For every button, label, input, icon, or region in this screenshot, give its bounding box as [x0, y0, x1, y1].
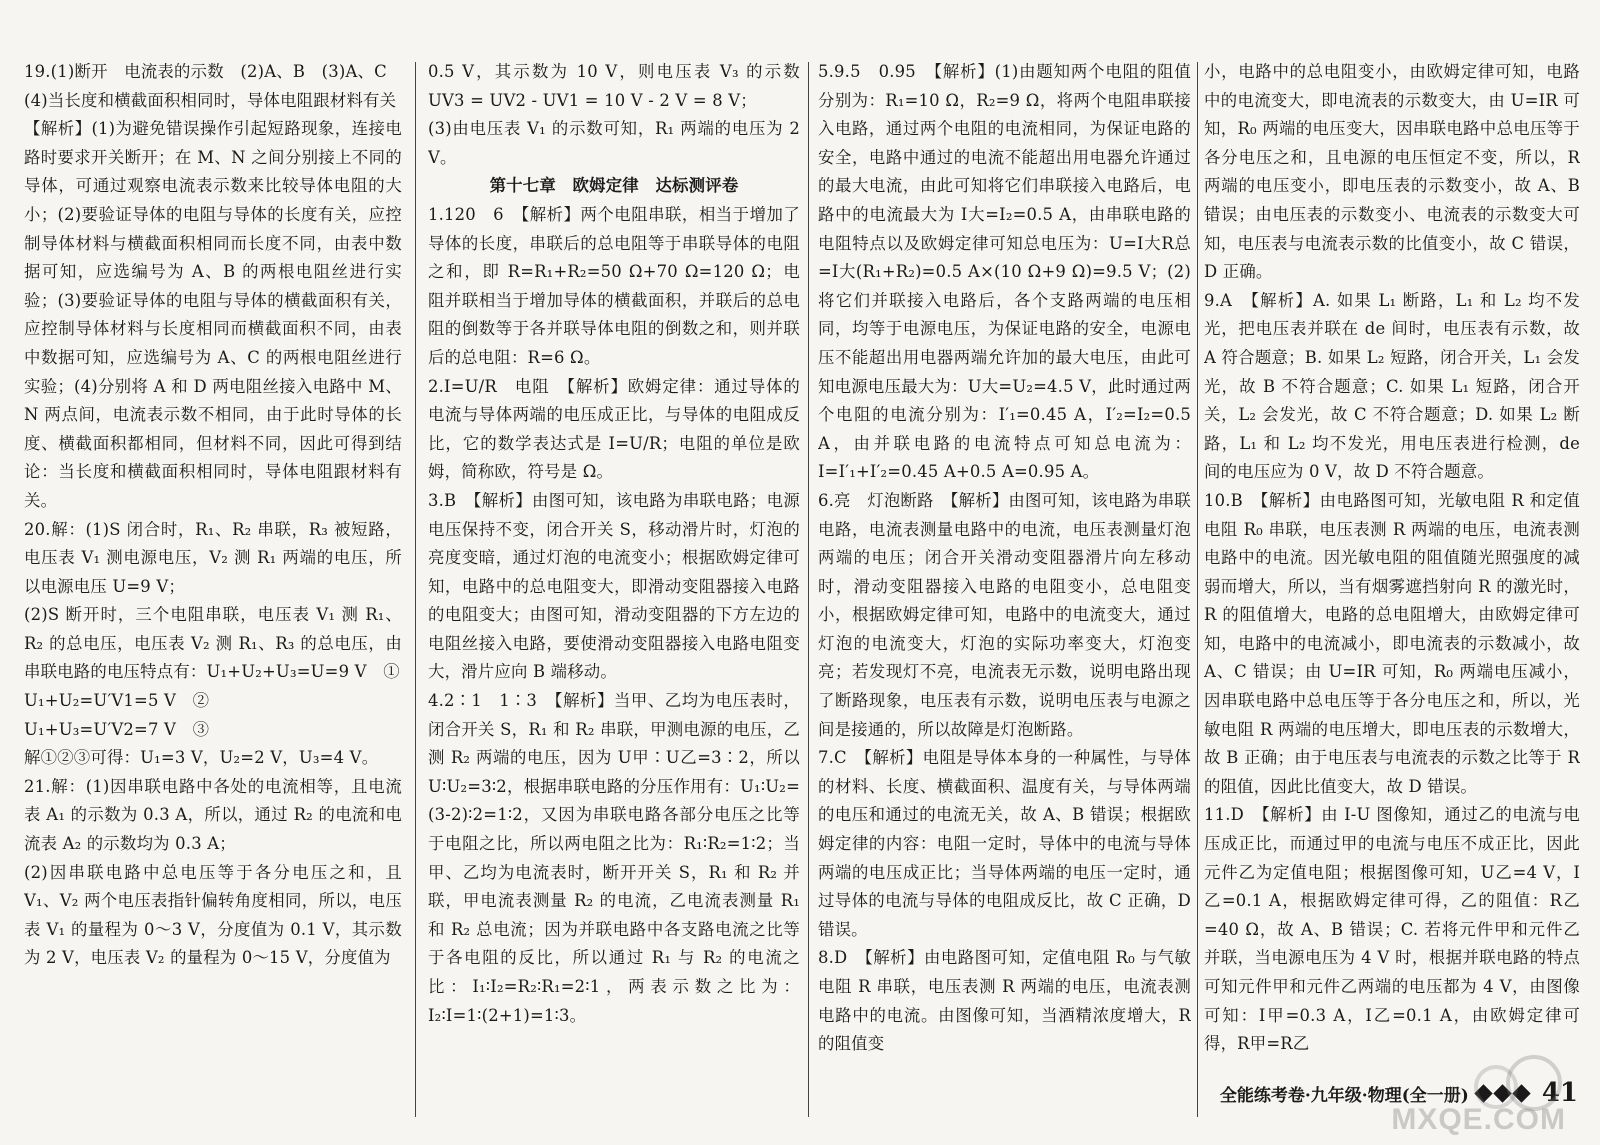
answer-paragraph: 解①②③可得：U₁=3 V，U₂=2 V，U₃=4 V。 [24, 748, 379, 768]
answer-paragraph: 0.5 V，其示数为 10 V，则电压表 V₃ 的示数 UV3 = UV2 - UV1 = 10 V - 2 V = 8 V； [428, 62, 800, 110]
answer-paragraph: 1.120 6 【解析】两个电阻串联，相当于增加了导体的长度，串联后的总电阻等于串联导体的电阻之和，即 R=R₁+R₂=50 Ω+70 Ω=120 Ω；电阻并联相当于增加导体的横截面积，并联后的总电阻的倒数等于各并联导体电阻的倒数之和，则并联后的总电阻：R=6 Ω。 [428, 204, 800, 367]
answer-paragraph: 【解析】(1)为避免错误操作引起短路现象，连接电路时要求开关断开；在 M、N 之间分别接上不同的导体，可通过观察电流表示数来比较导体电阻的大小；(2)要验证导体的电阻与导体的长度有关，应控制导体材料与横截面积相同而长度不同，由表中数据可知，应选编号为 A、B 的两根电阻丝进行实验；(3)要验证导体的电阻与导体的横截面积有关，应控制导体材料与长度相同而横截面积不同，由表中数据可知，应选编号为 A、C 的两根电阻丝进行实验；(4)分别将 A 和 D 两电阻丝接入电路中 M、N 两点间，电流表示数不相同，由于此时导体的长度、横截面积都相同，但材料不同，因此可得到结论：当长度和横截面积相同时，导体电阻跟材料有关。 [24, 119, 402, 510]
answer-paragraph: 小，电路中的总电阻变小，由欧姆定律可知，电路中的电流变大，即电流表的示数变大，由 U=IR 可知，R₀ 两端的电压变大，因串联电路中总电压等于各分电压之和，且电源的电压恒定不变，所以，R 两端的电压变小，即电压表的示数变小，故 A、B 错误；由电压表的示数变小、电流表的示数变大可知，电压表与电流表示数的比值变小，故 C 错误，D 正确。 [1204, 62, 1580, 282]
answer-paragraph: 21.解：(1)因串联电路中各处的电流相等，且电流表 A₁ 的示数为 0.3 A，所以，通过 R₂ 的电流和电流表 A₂ 的示数均为 0.3 A； [24, 776, 402, 854]
diamond-icon [1493, 1084, 1511, 1102]
page-number: 41 [1541, 1078, 1578, 1108]
column-divider [808, 62, 809, 1117]
answer-paragraph: U₁+U₃=U′V2=7 V ③ [24, 719, 210, 739]
answer-paragraph: (2)S 断开时，三个电阻串联，电压表 V₁ 测 R₁、R₂ 的总电压，电压表 V₂ 测 R₁、R₃ 的总电压，由串联电路的电压特点有：U₁+U₂+U₃=U=9 V ① [24, 605, 402, 682]
answer-paragraph: 19.(1)断开 电流表的示数 (2)A、B (3)A、C [24, 62, 387, 81]
answer-paragraph: 9.A 【解析】A. 如果 L₁ 断路，L₁ 和 L₂ 均不发光，把电压表并联在 de 间时，电压表有示数，故 A 符合题意；B. 如果 L₂ 短路，闭合开关，L₁ 会发光，故 B 不符合题意；C. 如果 L₁ 短路，闭合开关，L₂ 会发光，故 C 不符合题意；D. 如果 L₂ 断路，L₁ 和 L₂ 均不发光，用电压表进行检测，de 间的电压应为 0 V，故 D 不符合题意。 [1204, 290, 1580, 482]
book-title: 全能练考卷·九年级·物理(全一册) [1219, 1085, 1469, 1106]
answer-paragraph: 20.解：(1)S 闭合时，R₁、R₂ 串联，R₃ 被短路，电压表 V₁ 测电源电压，V₂ 测 R₁ 两端的电压，所以电源电压 U=9 V； [24, 519, 402, 596]
answer-paragraph: 8.D 【解析】由电路图可知，定值电阻 R₀ 与气敏电阻 R 串联，电压表测 R 两端的电压，电流表测电路中的电流。由图像可知，当酒精浓度增大，R 的阻值变 [818, 948, 1191, 1054]
answer-paragraph: 4.2∶1 1∶3 【解析】当甲、乙均为电压表时，闭合开关 S，R₁ 和 R₂ 串联，甲测电源的电压，乙测 R₂ 两端的电压，因为 U甲∶U乙=3∶2，所以 U∶U₂=3∶2，根据串联电路的分压作用有：U₁∶U₂=(3-2)∶2=1∶2，又因为串联电路各部分电压之比等于电阻之比，所以两电阻之比为：R₁∶R₂=1∶2；当甲、乙均为电流表时，断开开关 S，R₁ 和 R₂ 并联，甲电流表测量 R₂ 的电流，乙电流表测量 R₁ 和 R₂ 总电流；因为并联电路中各支路电流之比等于各电阻的反比，所以通过 R₁ 与 R₂ 的电流之比：I₁∶I₂=R₂∶R₁=2∶1，两表示数之比为：I₂∶I=1∶(2+1)=1∶3。 [428, 691, 800, 1025]
watermark-text: MXQE.COM [1391, 1103, 1566, 1136]
answer-paragraph: U₁+U₂=U′V1=5 V ② [24, 691, 210, 711]
diamond-icon [1474, 1084, 1492, 1102]
diamond-icon [1512, 1084, 1530, 1102]
column-4 [1204, 58, 1580, 1078]
answer-paragraph: (2)因串联电路中总电压等于各分电压之和，且 V₁、V₂ 两个电压表指针偏转角度相同，所以，电压表 V₁ 的量程为 0～3 V，分度值为 0.1 V，其示数为 2 V，电压表 V₂ 的量程为 0～15 V，分度值为 [24, 862, 402, 968]
answer-paragraph: 6.亮 灯泡断路 【解析】由图可知，该电路为串联电路，电流表测量电路中的电流，电压表测量灯泡两端的电压；闭合开关滑动变阻器滑片向左移动时，滑动变阻器接入电路的电阻变小，总电阻变小，根据欧姆定律可知，电路中的电流变大，通过灯泡的电流变大，灯泡的实际功率变大，灯泡变亮；若发现灯不亮，电流表无示数，说明电路出现了断路现象，电压表有示数，说明电压表与电源之间是接通的，所以故障是灯泡断路。 [818, 490, 1191, 739]
answer-paragraph: 11.D 【解析】由 I-U 图像知，通过乙的电流与电压成正比，而通过甲的电流与电压不成正比，因此元件乙为定值电阻；根据图像可知，U乙=4 V，I乙=0.1 A，根据欧姆定律可得，乙的阻值：R乙=40 Ω，故 A、B 错误；C. 若将元件甲和元件乙并联，当电源电压为 4 V 时，根据并联电路的特点可知元件甲和元件乙两端的电压都为 4 V，由图像可知：I甲=0.3 A，I乙=0.1 A，由欧姆定律可得，R甲=R乙 [1204, 805, 1580, 1054]
column-1 [24, 58, 402, 1078]
section-heading: 第十七章 欧姆定律 达标测评卷 [489, 176, 739, 196]
answer-paragraph: 7.C 【解析】电阻是导体本身的一种属性，与导体的材料、长度、横截面积、温度有关，与导体两端的电压和通过的电流无关，故 A、B 错误；根据欧姆定律的内容：电阻一定时，导体中的电流与导体两端的电压成正比；当导体两端的电压一定时，通过导体的电流与导体的电阻成反比，故 C 正确，D 错误。 [818, 748, 1191, 939]
column-divider [1197, 62, 1198, 1117]
answer-paragraph: (4)当长度和横截面积相同时，导体电阻跟材料有关 [24, 90, 397, 110]
answer-paragraph: (3)由电压表 V₁ 的示数可知，R₁ 两端的电压为 2 V。 [428, 119, 800, 167]
column-divider [415, 62, 416, 1117]
answer-paragraph: 5.9.5 0.95 【解析】(1)由题知两个电阻的阻值分别为：R₁=10 Ω，R₂=9 Ω，将两个电阻串联接入电路，通过两个电阻的电流相同，为保证电路的安全，电路中通过的电流不能超出用电器允许通过的最大电流，由此可知将它们串联接入电路后，电路中的电流最大为 I大=I₂=0.5 A，由串联电路的电阻特点以及欧姆定律可知总电压为：U=I大R总=I大(R₁+R₂)=0.5 A×(10 Ω+9 Ω)=9.5 V；(2)将它们并联接入电路后，各个支路两端的电压相同，均等于电源电压，为保证电路的安全，电源电压不能超出用电器两端允许加的最大电压，由此可知电源电压最大为：U大=U₂=4.5 V，此时通过两个电阻的电流分别为：I′₁=0.45 A，I′₂=I₂=0.5 A，由并联电路的电流特点可知总电流为：I=I′₁+I′₂=0.45 A+0.5 A=0.95 A。 [818, 62, 1191, 482]
answer-paragraph: 2.I=U/R 电阻 【解析】欧姆定律：通过导体的电流与导体两端的电压成正比，与导体的电阻成反比，它的数学表达式是 I=U/R；电阻的单位是欧姆，简称欧，符号是 Ω。 [428, 376, 800, 482]
column-3 [818, 58, 1191, 1078]
column-2 [428, 58, 800, 1078]
answer-paragraph: 10.B 【解析】由电路图可知，光敏电阻 R 和定值电阻 R₀ 串联，电压表测 R 两端的电压，电流表测电路中的电流。因光敏电阻的阻值随光照强度的减弱而增大，所以，当有烟雾遮挡射向 R 的激光时，R 的阻值增大，电路的总电阻增大，由欧姆定律可知，电路中的电流减小，即电流表的示数减小，故 A、C 错误；由 U=IR 可知，R₀ 两端电压减小，因串联电路中总电压等于各分电压之和，所以，光敏电阻 R 两端的电压增大，即电压表的示数增大，故 B 正确；由于电压表与电流表的示数之比等于 R 的阻值，因此比值变大，故 D 错误。 [1204, 490, 1580, 796]
answer-paragraph: 3.B 【解析】由图可知，该电路为串联电路；电源电压保持不变，闭合开关 S，移动滑片时，灯泡的亮度变暗，通过灯泡的电流变小；根据欧姆定律可知，电路中的总电阻变大，即滑动变阻器接入电路的电阻变大；由图可知，滑动变阻器的下方左边的电阻丝接入电路，要使滑动变阻器接入电路电阻变大，滑片应向 B 端移动。 [428, 490, 800, 682]
diamond-icons [1475, 1087, 1530, 1100]
page-footer [1220, 1077, 1578, 1109]
